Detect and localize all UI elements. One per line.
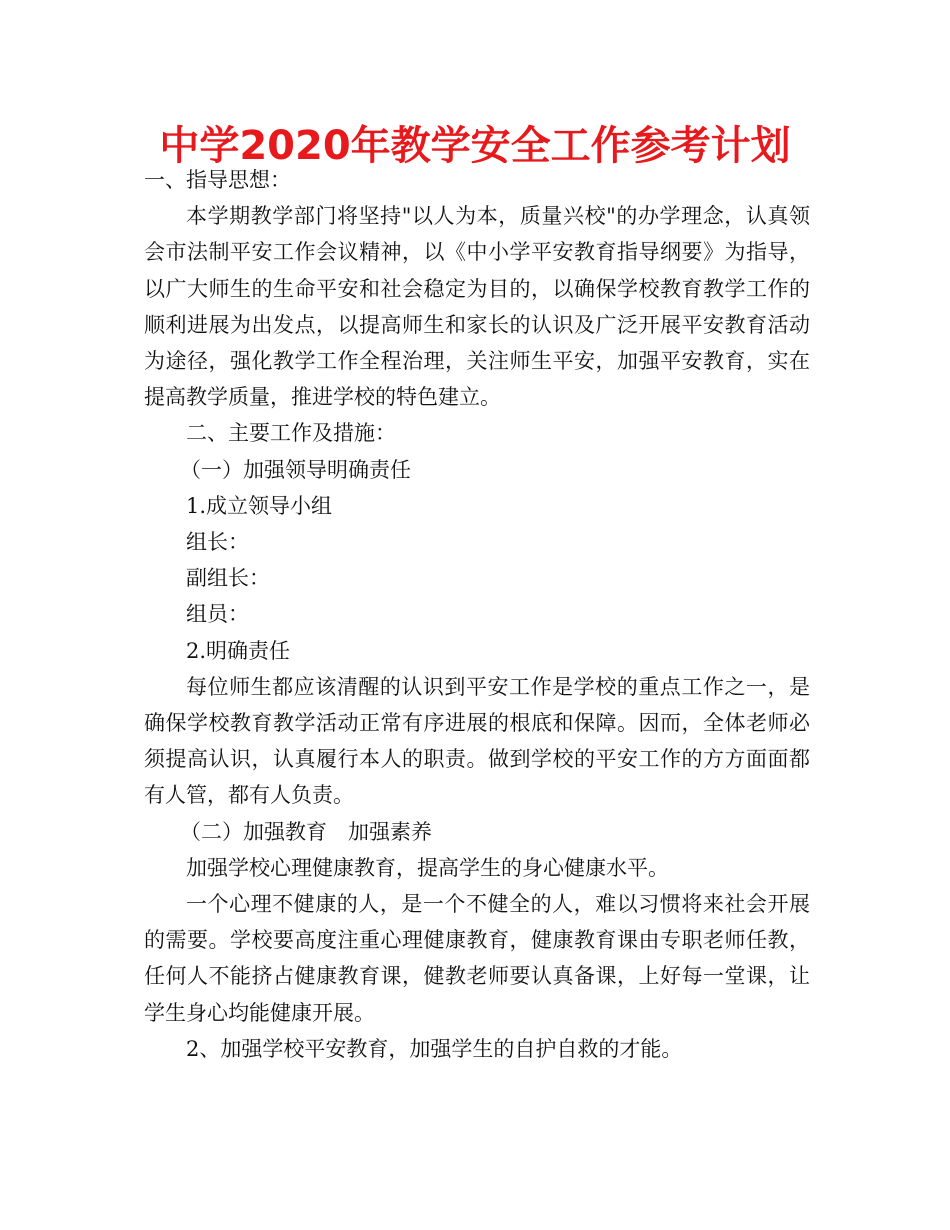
- section-heading-guiding-ideology: 一、指导思想：: [144, 168, 291, 192]
- item-heading-leading-group: 1.成立领导小组: [186, 493, 333, 518]
- document-body: [144, 162, 810, 1067]
- paragraph-safety-education: 2、加强学校平安教育，加强学生的自护自救的才能。: [186, 1036, 683, 1061]
- paragraph-mental-health-intro: 加强学校心理健康教育，提高学生的身心健康水平。: [186, 855, 669, 880]
- field-deputy-leader: 副组长：: [186, 566, 270, 591]
- paragraph-guiding-ideology: 本学期教学部门将坚持"以人为本，质量兴校"的办学理念，认真领会市法制平安工作会议精神，以《中小学平安教育指导纲要》为指导，以广大师生的生命平安和社会稳定为目的，以确保学校教育教学工作的顺利进展为出发点，以提高师生和家长的认识及广泛开展平安教育活动为途径，强化教学工作全程治理，关注师生平安，加强平安教育，实在提高教学质量，推进学校的特色建立。: [144, 204, 810, 410]
- document-title: 中学2020年教学安全工作参考计划: [159, 123, 791, 169]
- section-heading-main-work: 二、主要工作及措施：: [186, 421, 396, 446]
- subsection-heading-leadership: （一）加强领导明确责任: [180, 457, 411, 482]
- paragraph-mental-health: 一个心理不健康的人，是一个不健全的人，难以习惯将来社会开展的需要。学校要高度注重心理健康教育，健康教育课由专职老师任教，任何人不能挤占健康教育课，健教老师要认真备课，上好每一堂课，让学生身心均能健康开展。: [144, 892, 810, 1025]
- subsection-heading-education: （二）加强教育 加强素养: [180, 819, 432, 844]
- item-heading-responsibility: 2.明确责任: [186, 638, 291, 663]
- field-members: 组员：: [186, 602, 249, 627]
- paragraph-responsibility: 每位师生都应该清醒的认识到平安工作是学校的重点工作之一，是确保学校教育教学活动正常有序进展的根底和保障。因而，全体老师必须提高认识，认真履行本人的职责。做到学校的平安工作的方方面面都有人管，都有人负责。: [144, 674, 810, 808]
- field-group-leader: 组长：: [186, 530, 249, 555]
